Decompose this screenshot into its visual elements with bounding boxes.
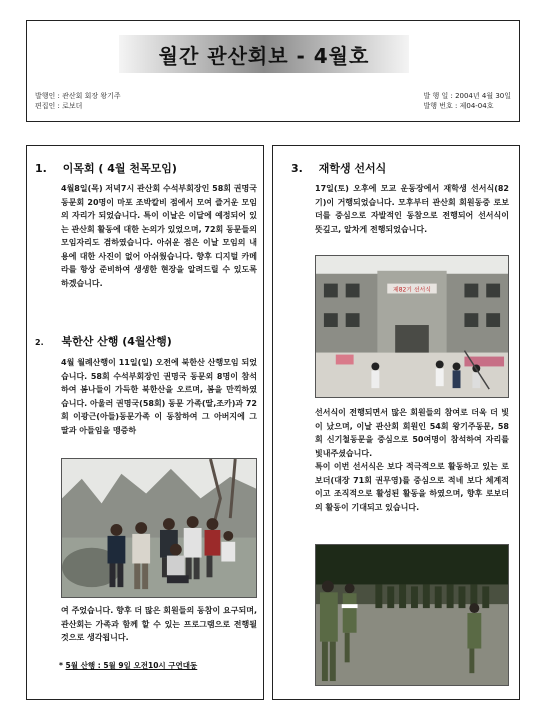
section-1-heading [35, 160, 177, 176]
hiking-photo-graphic [62, 459, 256, 597]
section-3-paragraph-1: 17일(토) 오후에 모교 운동장에서 재학생 선서식(82기)이 거행되었습니다. 모후부터 관산회 회원동중 로보더를 중심으로 자발적인 동참으로 전행되어 선서식이 뜻깊고, 알차게 전행되었습니다. [315, 184, 509, 234]
date-line: 발 행 일 : 2004년 4월 30일 [423, 92, 511, 100]
school-photo-graphic [316, 256, 508, 397]
section-2-paragraph-1: 4월 월례산행이 11일(일) 오전에 북한산 산행모임 되었습니다. 58회 수석부회장인 권명국 동문외 8명이 참석하여 봄나들이 가득한 북한산을 오르며, 봄을 만끽하였습니다. 아울러 권명국(58회) 동문 가족(딸,조카)과 72회 이광근(아들)동문가족 이 동참하여 그 아버지에 그 딸과 아들임을 맹증하 [61, 358, 257, 435]
section-3-paragraph-3: 특이 이번 선서식은 보다 적극적으로 활동하고 있는 로보더(대장 71회 권무영)를 중심으로 적네 보다 체계적이고 조직적으로 활성된 활동을 하였으며, 향후 로보더의 활동이 기대되고 있습니다. [315, 462, 509, 512]
section-1-paragraph: 4월8일(목) 저녁7시 관산회 수석부회장인 58회 권명국 동문회 20명이 마포 조박칼비 점에서 모여 즐거운 모임의 자리가 되었습니다. 특이 이날은 이달에 예정되어 있는 관산회 활동에 대한 논의가 있었으며, 72회 동문들의 모임자리도 겸하였습니다. 아쉬운 점은 이날 모임의 내용에 대한 사진이 없어 아쉬웠습니다. 향후 디지털 카메라를 항상 준비하여 생생한 현장을 알려드릴 수 있도록 하겠습니다. [61, 184, 257, 288]
section-3-paragraph-2: 선서식이 전행되면서 많은 회원들의 참여로 더욱 더 빛이 났으며, 이날 관산회 회원인 54회 왕기주동문, 58회 신기철동문을 중심으로 50여명이 참석하여 자리를 빛내주셨습니다. [315, 408, 509, 458]
publisher-line: 발행인 : 관산회 회장 왕기주 [35, 92, 121, 100]
school-building-photo [315, 255, 509, 398]
scouts-ceremony-photo [315, 544, 509, 686]
section-3-number: 3. [291, 162, 303, 175]
issue-info [424, 91, 511, 111]
section-2-paragraph-2: 여 주었습니다. 향후 더 많은 회원들의 동참이 요구되며, 관산회는 가족과 함께 할 수 있는 프로그램으로 전행될것으로 생각됩니다. [61, 606, 257, 642]
section-2-title: 북한산 산행 (4월산행) [61, 335, 172, 348]
ceremony-sign: 제82기 선서식 [393, 287, 431, 294]
note-bullet: * [59, 661, 66, 670]
section-1-title: 이목회 ( 4월 천목모임) [62, 162, 177, 175]
next-hike-text: 5월 산행 : 5월 9일 오전10시 구연대동 [65, 661, 198, 670]
section-2-number: 2. [35, 338, 44, 347]
hiking-group-photo [61, 458, 257, 598]
left-column [26, 145, 264, 700]
editor-line: 편집인 : 로보더 [35, 102, 83, 110]
scouts-photo-graphic [316, 545, 508, 685]
section-3-heading [291, 160, 386, 176]
section-2-heading [35, 333, 172, 349]
newsletter-title: 월간 관산회보 - 4월호 [158, 43, 370, 68]
title-banner [119, 35, 409, 73]
right-column [272, 145, 520, 700]
section-3-title: 재학생 선서식 [318, 162, 387, 175]
newsletter-header [26, 20, 520, 122]
next-hike-note [59, 660, 197, 671]
section-1-number: 1. [35, 162, 47, 175]
issue-line: 발행 번호 : 제04-04호 [423, 102, 494, 110]
publisher-info [35, 91, 121, 111]
